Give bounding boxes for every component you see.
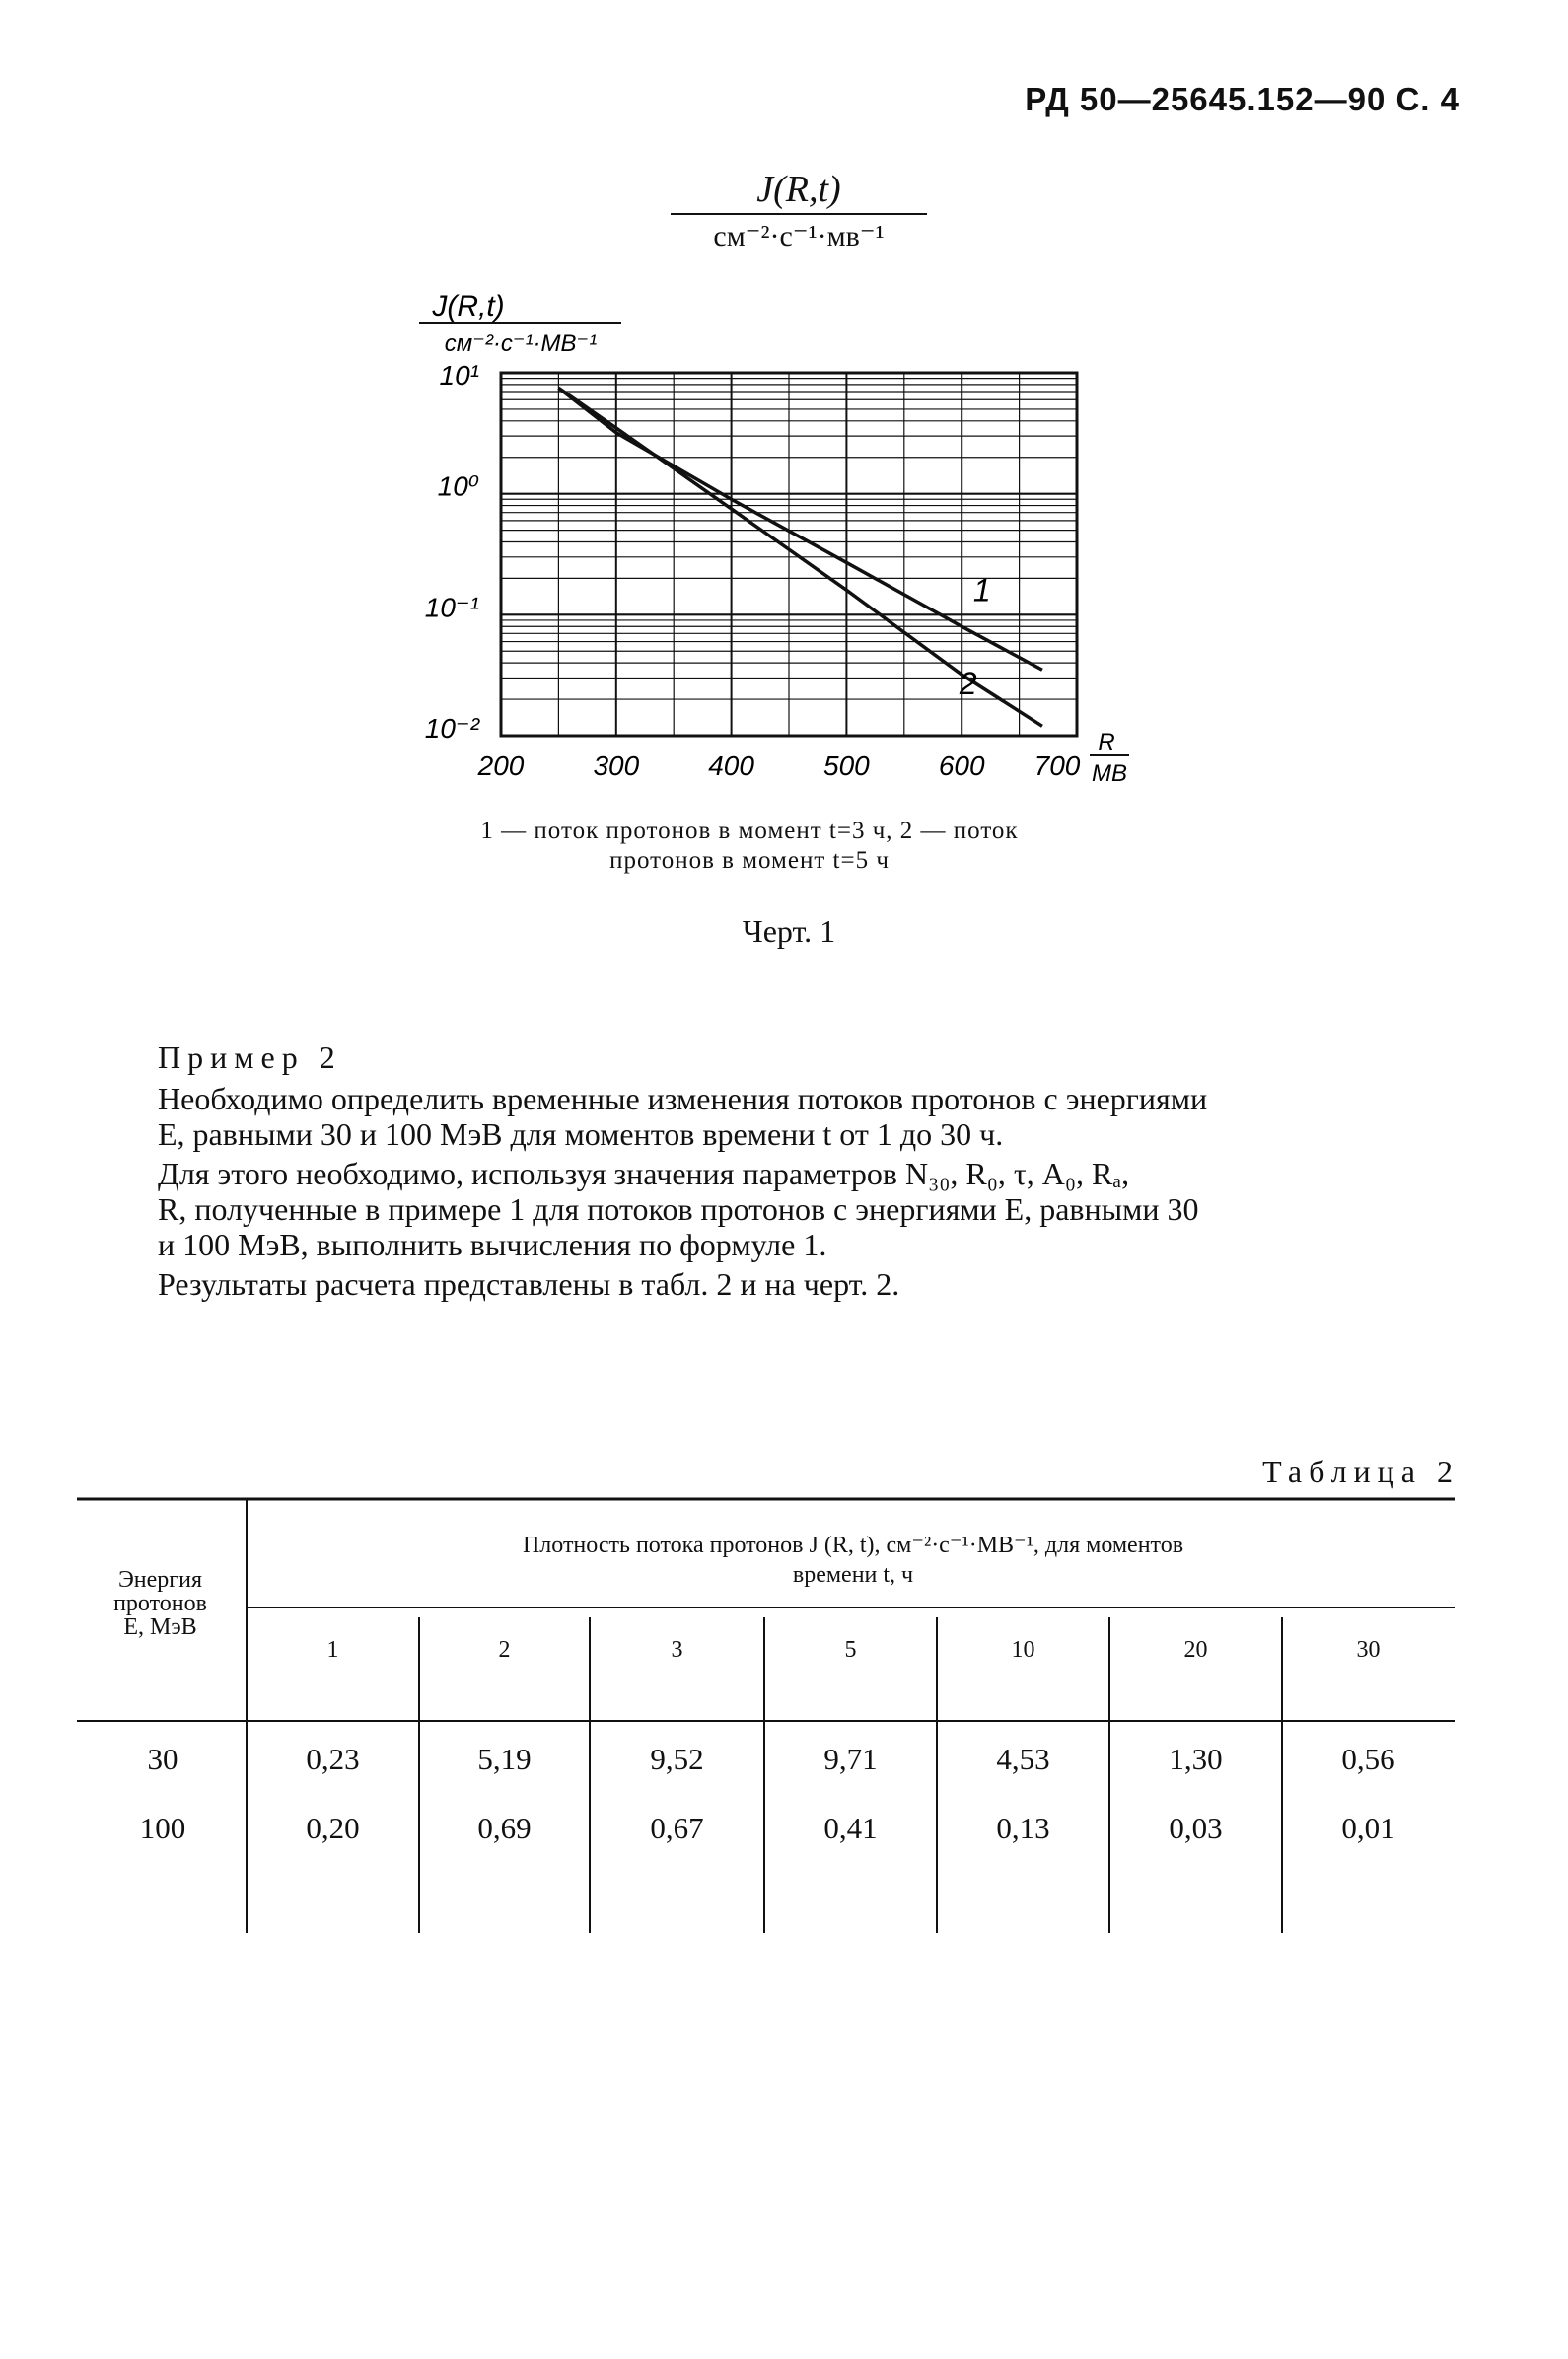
figure-caption-line-1: 1 — поток протонов в момент t=3 ч, 2 — поток (480, 818, 1019, 844)
y-tick-label: 10¹ (439, 360, 479, 391)
flux-value-cell: 9,52 (650, 1742, 704, 1776)
example-p1-line-1: Необходимо определить временные изменения потоков протонов с энергиями (158, 1081, 1208, 1116)
x-tick-label: 300 (593, 751, 640, 781)
example-paragraph-3: Результаты расчета представлены в табл. 2 и на черт. 2. (158, 1266, 900, 1302)
table-title: Таблица 2 (1262, 1454, 1460, 1489)
y-tick-label: 10⁻¹ (424, 592, 479, 623)
x-tick-label: 500 (823, 751, 870, 781)
row-header-line-3: E, МэВ (123, 1614, 197, 1640)
x-tick-label: 200 (477, 751, 525, 781)
example-p2-line-3: и 100 МэВ, выполнить вычисления по формуле 1. (158, 1227, 827, 1262)
row-header-line-1: Энергия (117, 1567, 203, 1593)
time-column-header: 20 (1183, 1637, 1208, 1663)
flux-value-cell: 4,53 (996, 1742, 1050, 1776)
time-column-header: 2 (498, 1637, 511, 1663)
example-p1-line-2: E, равными 30 и 100 МэВ для моментов времени t от 1 до 30 ч. (158, 1116, 1004, 1152)
flux-value-cell: 0,67 (650, 1811, 704, 1845)
flux-value-cell: 0,01 (1341, 1811, 1395, 1845)
example-p2-line-2: R, полученные в примере 1 для потоков протонов с энергиями E, равными 30 (158, 1191, 1199, 1227)
y-tick-label: 10⁻² (424, 713, 479, 744)
x-tick-label: 700 (1033, 751, 1081, 781)
chart-xlabel-denominator: МВ (1092, 760, 1127, 787)
table-row-header (79, 1568, 242, 1639)
energy-cell: 100 (139, 1811, 186, 1845)
time-column-header: 10 (1011, 1637, 1035, 1663)
table-column-group-header (256, 1531, 1450, 1590)
chart-grid (501, 373, 1077, 736)
example-paragraph-2 (158, 1156, 1460, 1262)
flux-value-cell: 0,20 (306, 1811, 360, 1845)
chart-ylabel (419, 290, 621, 357)
flux-value-cell: 0,41 (823, 1811, 878, 1845)
time-column-header: 5 (844, 1637, 857, 1663)
time-column-header: 1 (326, 1637, 339, 1663)
chart-ylabel-denominator: см⁻²·с⁻¹·МВ⁻¹ (444, 330, 598, 357)
example-paragraph-1 (158, 1081, 1460, 1152)
x-tick-label: 400 (708, 751, 754, 781)
curve-label-1: 1 (972, 572, 991, 608)
column-group-header-line-2: времени t, ч (792, 1562, 914, 1588)
chart-xlabel (1090, 729, 1129, 787)
flux-value-cell: 1,30 (1169, 1742, 1223, 1776)
formula-denominator: см⁻²·с⁻¹·мв⁻¹ (713, 220, 885, 252)
flux-value-cell: 0,23 (306, 1742, 360, 1776)
example-p2-line-1: Для этого необходимо, используя значения параметров N₃₀, R₀, τ, A₀, Rₐ, (158, 1156, 1130, 1191)
x-tick-label: 600 (938, 751, 985, 781)
chart-ylabel-numerator: J(R,t) (432, 290, 505, 322)
chart-x-ticks (477, 751, 1081, 781)
row-header-line-2: протонов (113, 1591, 207, 1616)
flux-chart (394, 286, 1164, 799)
document-number-header: РД 50—25645.152—90 С. 4 (1025, 81, 1460, 117)
time-column-header: 30 (1356, 1637, 1381, 1663)
y-tick-label: 10⁰ (437, 470, 479, 502)
flux-value-cell: 9,71 (823, 1742, 878, 1776)
figure-caption (296, 817, 1203, 876)
flux-value-cell: 0,69 (477, 1811, 532, 1845)
figure-caption-line-2: протонов в момент t=5 ч (609, 847, 890, 874)
curve-label-2: 2 (959, 665, 977, 701)
example-heading: Пример 2 (158, 1039, 342, 1075)
display-formula (671, 168, 927, 254)
flux-value-cell: 0,13 (996, 1811, 1050, 1845)
flux-value-cell: 0,56 (1341, 1742, 1395, 1776)
flux-value-cell: 5,19 (477, 1742, 532, 1776)
time-column-header: 3 (671, 1637, 683, 1663)
chart-xlabel-numerator: R (1098, 729, 1115, 755)
chart-y-ticks (425, 360, 481, 744)
formula-fraction-bar (671, 213, 927, 215)
chart-curve-labels (959, 572, 991, 701)
formula-numerator: J(R,t) (756, 169, 841, 210)
flux-value-cell: 0,03 (1169, 1811, 1223, 1845)
series-line-1 (558, 388, 1042, 670)
figure-title: Черт. 1 (742, 913, 836, 949)
column-group-header-line-1: Плотность потока протонов J (R, t), см⁻²·с⁻¹·МВ⁻¹, для моментов (522, 1533, 1184, 1558)
energy-cell: 30 (147, 1742, 178, 1776)
